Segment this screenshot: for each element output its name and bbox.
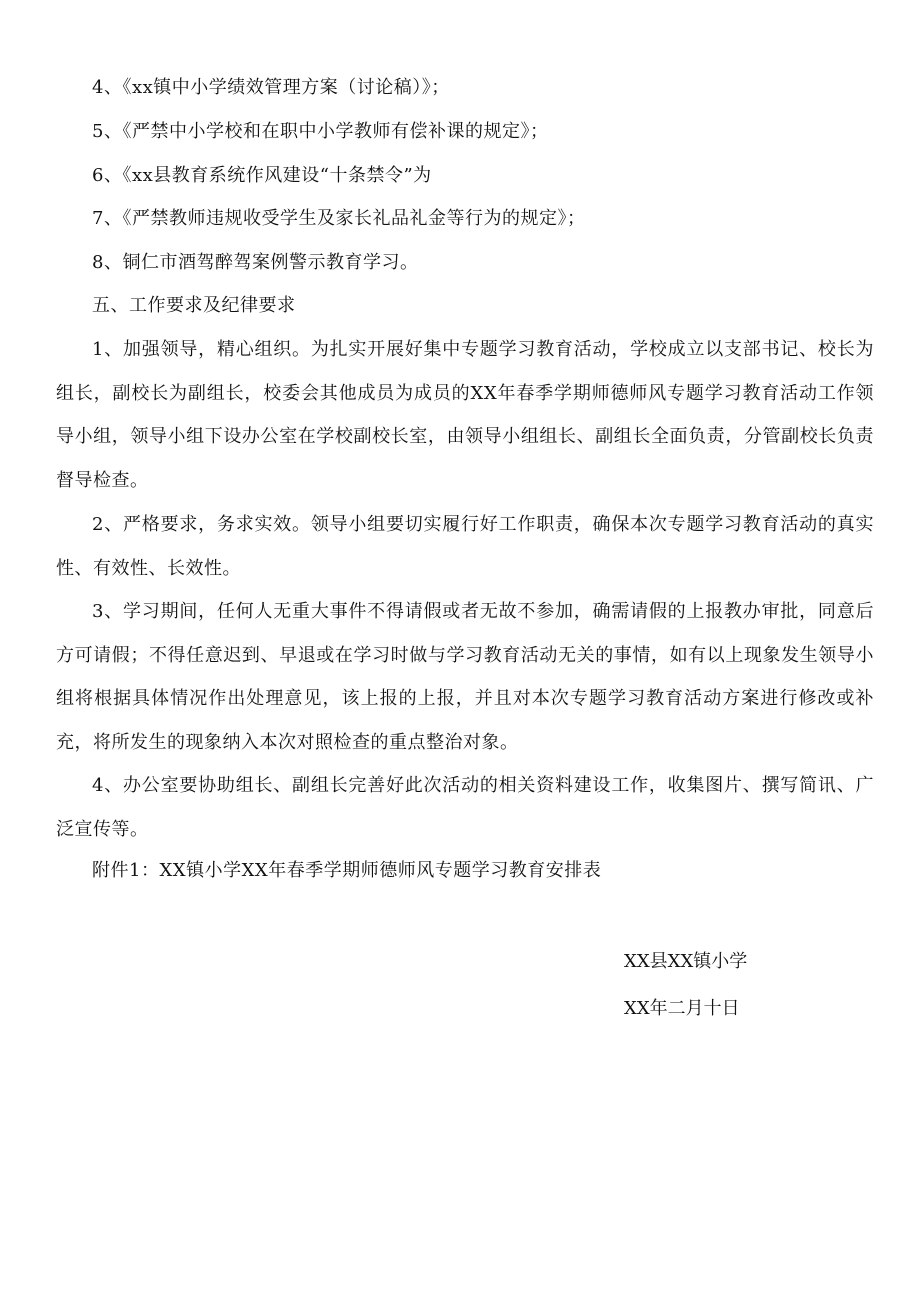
paragraph-1: 1、加强领导，精心组织。为扎实开展好集中专题学习教育活动，学校成立以支部书记、校长为组长，副校长为副组长，校委会其他成员为成员的XX年春季学期师德师风专题学习教育活动工作领导小组，领导小组下设办公室在学校副校长室，由领导小组组长、副组长全面负责，分管副校长负责督导检查。 (56, 339, 874, 491)
list-item-5: 5、《严禁中小学校和在职中小学教师有偿补课的规定》； (92, 121, 549, 142)
list-item-8: 8、铜仁市酒驾醉驾案例警示教育学习。 (92, 252, 419, 273)
attachment-note: 附件1：XX镇小学XX年春季学期师德师风专题学习教育安排表 (92, 860, 602, 881)
section-heading: 五、工作要求及纪律要求 (92, 295, 296, 316)
list-item-4: 4、《xx镇中小学绩效管理方案（讨论稿）》； (92, 77, 450, 98)
paragraph-3: 3、学习期间，任何人无重大事件不得请假或者无故不参加，确需请假的上报教办审批，同意后方可请假；不得任意迟到、早退或在学习时做与学习教育活动无关的事情，如有以上现象发生领导小组将根据具体情况作出处理意见，该上报的上报，并且对本次专题学习教育活动方案进行修改或补充，将所发生的现象纳入本次对照检查的重点整治对象。 (56, 601, 874, 753)
signature-organization: XX县XX镇小学 (624, 951, 748, 972)
paragraph-2: 2、严格要求，务求实效。领导小组要切实履行好工作职责，确保本次专题学习教育活动的真实性、有效性、长效性。 (56, 514, 874, 579)
paragraph-4: 4、办公室要协助组长、副组长完善好此次活动的相关资料建设工作，收集图片、撰写简讯、广泛宣传等。 (56, 775, 874, 840)
list-item-6: 6、《xx县教育系统作风建设“十条禁令”为 (92, 165, 432, 186)
list-item-7: 7、《严禁教师违规收受学生及家长礼品礼金等行为的规定》； (92, 208, 586, 229)
signature-date: XX年二月十日 (624, 998, 740, 1019)
